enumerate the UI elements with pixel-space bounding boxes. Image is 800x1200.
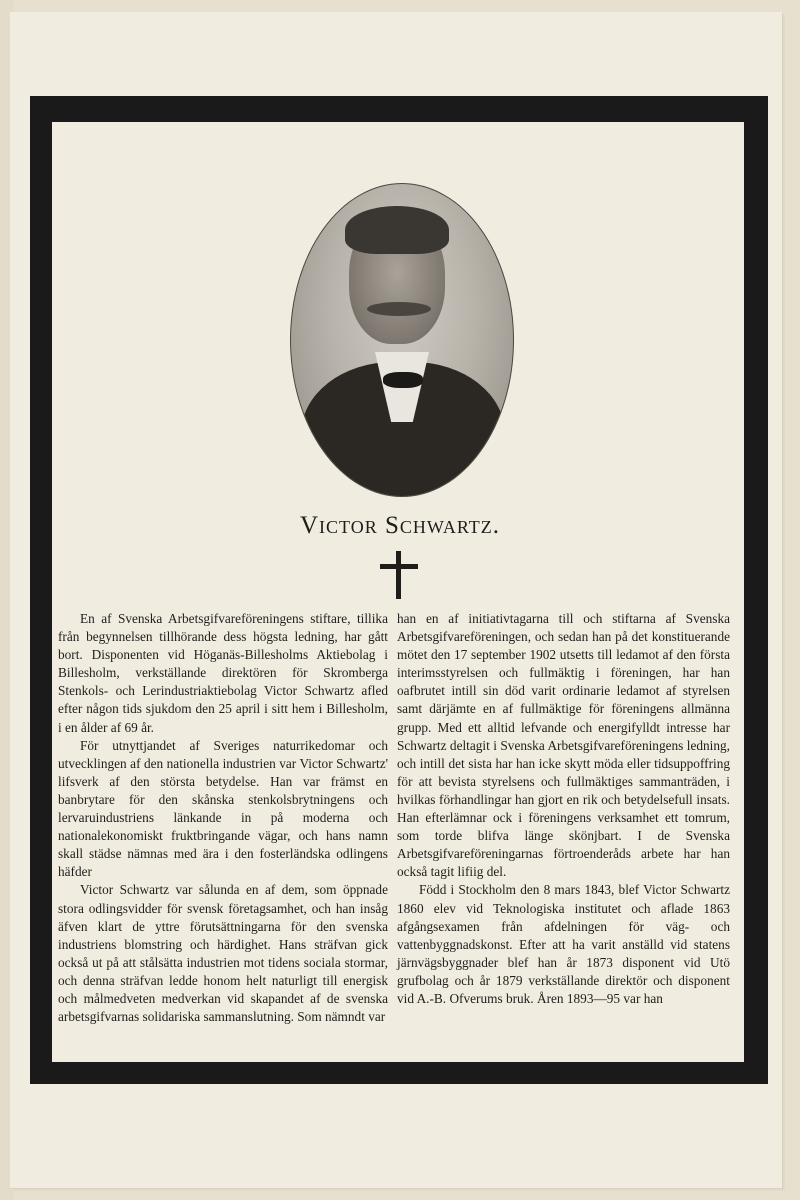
paragraph: En af Svenska Arbetsgifvareföreningens stiftare, tillika från begynnelsen tillhörande dess högsta ledning, har gått bort. Disponenten vid Höganäs-Billesholms Aktiebolag i Billesholm, verkställande direktören för Skromberga Stenkols- och Lerindustriaktiebolag Victor Schwartz afled efter någon tids sjukdom den 25 april i sitt hem i Billesholm, i en ålder af 69 år. [58, 611, 388, 735]
left-text-column [58, 610, 388, 1026]
cross-icon [380, 551, 418, 599]
paragraph: Född i Stockholm den 8 mars 1843, blef Victor Schwartz 1860 elev vid Teknologiska institutet och aflade 1863 afgångsexamen från afdelningen för väg- och vattenbyggnadskonst. Efter att ha varit anställd vid statens järnvägsbyggnader blef han år 1873 disponent vid Utö grufbolag och år 1879 verkställande direktör och disponent vid A.-B. Ofverums bruk. Åren 1893—95 var han [397, 882, 730, 1006]
obituary-name-heading: Victor Schwartz. [299, 512, 501, 539]
portrait-hair [345, 206, 449, 254]
portrait-mustache [367, 302, 431, 316]
portrait-oval-icon [290, 183, 514, 497]
paragraph: Victor Schwartz var sålunda en af dem, som öppnade stora odlingsvidder för svensk företagsamhet, och han insåg äfven klart de yttre förutsättningarna för den svenska industriens blomstring och härdighet. Hans sträfvan gick också ut på att stålsätta industrien mot tidens sociala stormar, och denna sträfvan ledde honom helt naturligt till energisk och målmedveten medverkan vid skapandet af de svenska arbetsgifvarnas solidariska sammanslutning. Som nämndt var [58, 882, 388, 1025]
paragraph: han en af initiativtagarna till och stiftarna af Svenska Arbetsgifvareföreningen, och sedan han på det konstituerande mötet den 17 september 1902 utsetts till ledamot af den första interimsstyrelsen och fullmäktig i föreningen, har han oafbrutet intill sin död varit ordinarie ledamot af styrelsen samt därjämte en af fullmäktige för föreningens allmänna grupp. Med ett alltid lefvande och energifylldt intresse har Schwartz deltagit i Svenska Arbetsgifvareföreningens ledning, och intill det sista har han icke skytt möda eller tidsuppoffring för att bevista styrelsens och fullmäktiges sammanträden, i hvilkas förhandlingar han gjort en rik och betydelsefull insats. Han efterlämnar ock i föreningens verksamhet ett tomrum, som torde blifva länge skönjbart. I de Svenska Arbetsgifvareföreningarnas förtroenderåds arbete har han också tagit lifiig del. [397, 611, 730, 880]
paragraph: För utnyttjandet af Sveriges naturrikedomar och utvecklingen af den nationella industrien var Victor Schwartz' lifsverk af den största betydelse. Han var främst en banbrytare för den skånska stenkolsbrytningens och lervaruindustriens länkande in på moderna och nationalekonomiskt fruktbringande vägar, och hans namn skall städse nämnas med ära i den fosterländska odlingens häfder [58, 737, 388, 880]
portrait-bow-tie [383, 372, 423, 388]
right-text-column [397, 610, 730, 1008]
